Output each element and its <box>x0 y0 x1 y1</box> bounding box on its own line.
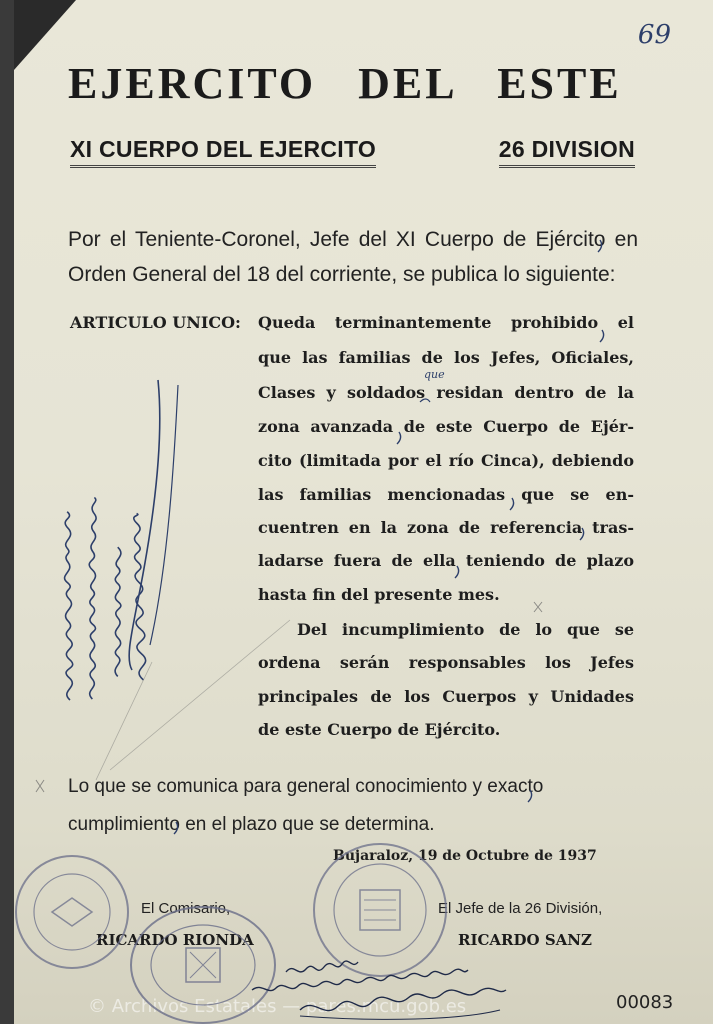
left-signatory-name: RICARDO RIONDA <box>96 931 254 949</box>
article-line: Clases y soldados residan dentro de la <box>258 383 634 402</box>
division-heading: 26 DIVISION <box>499 136 635 168</box>
right-signatory-name: RICARDO SANZ <box>458 931 592 949</box>
bottom-handwritten-note <box>252 961 506 1019</box>
article-line: Queda terminantemente prohibido el <box>258 313 634 332</box>
article-line: cito (limitada por el río Cinca), debiendo <box>258 451 634 470</box>
document-title: EJERCITO DEL ESTE <box>68 59 622 108</box>
headquarters-stamp <box>314 844 446 976</box>
article-line: de este Cuerpo de Ejército. <box>258 720 501 739</box>
closing-paragraph: Lo que se comunica para general conocimiento y exacto cumplimiento en el plazo que se determina. <box>68 776 544 835</box>
folio-number: 69 <box>637 20 671 50</box>
article-line: las familias mencionadas que se en- <box>258 485 634 504</box>
intro-paragraph: Por el Teniente-Coronel, Jefe del XI Cuerpo de Ejército en Orden General del 18 del corriente, se publica lo siguiente: <box>68 228 638 286</box>
article-line: hasta fin del presente mes. <box>258 585 500 604</box>
municipal-stamp <box>131 907 275 1023</box>
article-line: cuentren en la zona de referencia tras- <box>258 518 634 537</box>
article-line: principales de los Cuerpos y Unidades <box>258 687 634 706</box>
article-label: ARTICULO UNICO: <box>70 313 241 332</box>
left-signatory-role: El Comisario, <box>141 900 231 917</box>
article-line: Del incumplimiento de lo que se <box>297 620 634 639</box>
margin-handwritten-note <box>41 494 168 710</box>
article-line: zona avanzada de este Cuerpo de Ejér- <box>258 417 634 436</box>
left-circular-stamp <box>16 856 128 968</box>
date-line: Bujaraloz, 19 de Octubre de 1937 <box>333 848 597 864</box>
article-line: ladarse fuera de ella teniendo de plazo <box>258 551 634 570</box>
record-number: 00083 <box>616 992 674 1013</box>
svg-text:que: que <box>424 368 445 381</box>
corps-heading: XI CUERPO DEL EJERCITO <box>70 136 376 168</box>
right-signatory-role: El Jefe de la 26 División, <box>438 900 603 917</box>
article-line: ordena serán responsables los Jefes <box>258 653 634 672</box>
archive-watermark: © Archivos Estatales — pares.mcu.gob.es <box>88 996 467 1017</box>
article-line: que las familias de los Jefes, Oficiales, <box>258 348 634 367</box>
